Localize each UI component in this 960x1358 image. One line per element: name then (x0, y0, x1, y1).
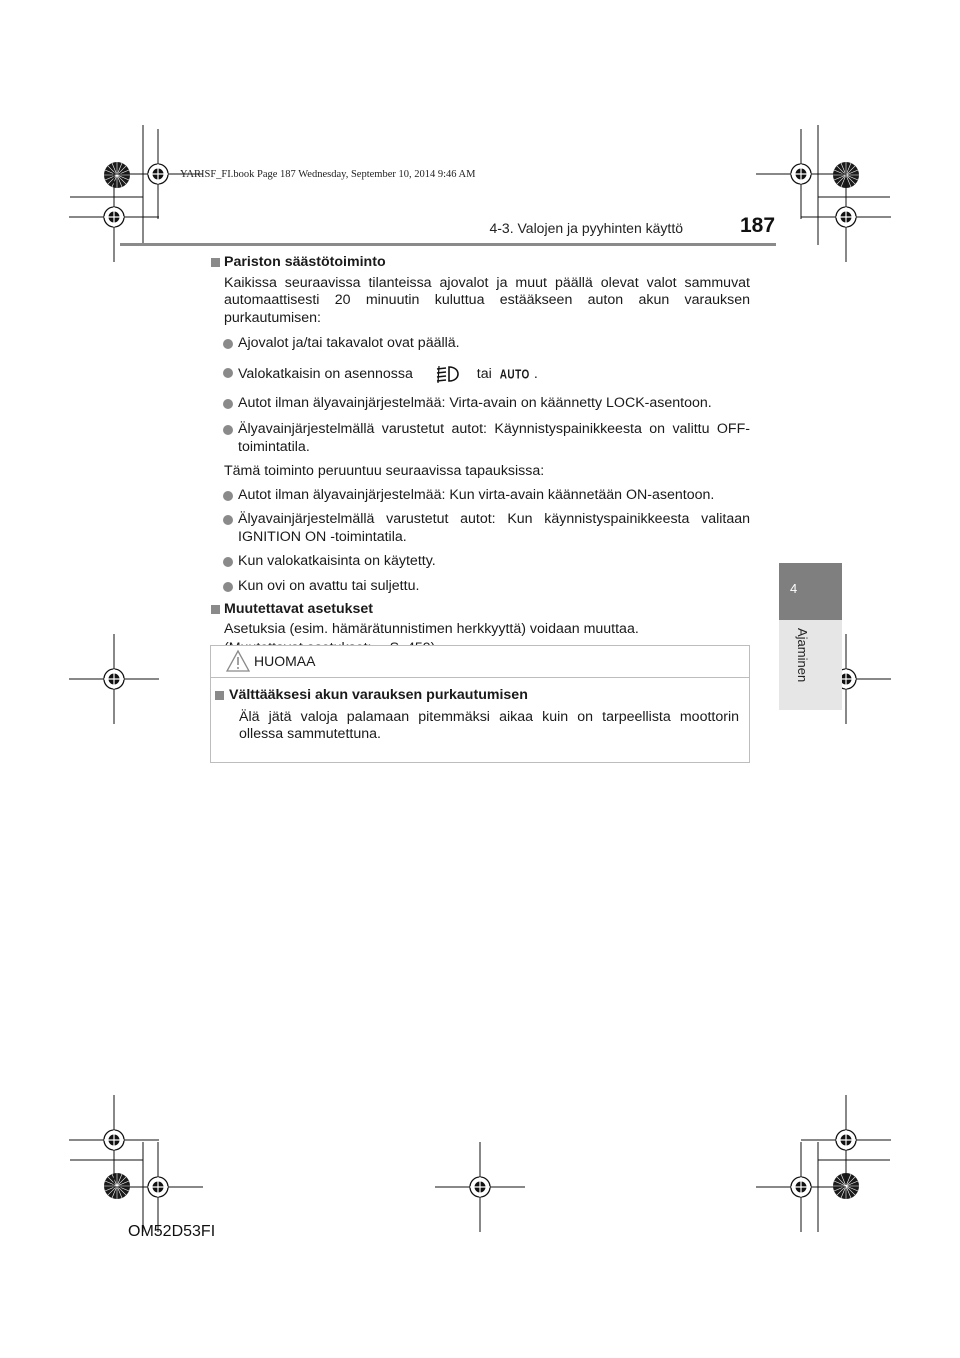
section-heading-settings (210, 601, 750, 619)
bullet-icon (223, 399, 233, 409)
heading-text: Muutettavat asetukset (224, 600, 374, 617)
page-number: 187 (740, 214, 776, 237)
header-rule (120, 243, 776, 246)
main-content (210, 254, 750, 663)
bullet-icon (223, 491, 233, 501)
headlight-icon (427, 364, 467, 384)
notice-heading (211, 687, 749, 705)
list-item-text: Kun valokatkaisinta on käytetty. (238, 553, 436, 570)
list-item (210, 487, 750, 505)
auto-mode-icon: AUTO (499, 368, 530, 383)
chapter-number: 4 (790, 581, 798, 596)
square-bullet-icon (211, 605, 220, 614)
warning-icon (226, 649, 250, 673)
list-item-switch-position (210, 364, 750, 384)
list-item-text: Autot ilman älyavainjärjestelmää: Virta-avain on käännetty LOCK-asentoon. (238, 395, 712, 412)
list-item-text: Älyavainjärjestelmällä varustetut autot: Käynnistyspainikkeesta on valittu OFF-toimintatila. (238, 420, 750, 455)
or-text: tai (476, 365, 492, 382)
bullet-icon (223, 515, 233, 525)
file-stamp: YARISF_FI.book Page 187 Wednesday, September 10, 2014 9:46 AM (180, 169, 476, 180)
bullet-icon (223, 425, 233, 435)
bullet-icon (223, 339, 233, 349)
section-title: 4-3. Valojen ja pyyhinten käyttö (489, 220, 683, 236)
square-bullet-icon (215, 691, 224, 700)
list-item (210, 553, 750, 571)
list-item (210, 511, 750, 546)
bullet-icon (223, 582, 233, 592)
chapter-label: Ajaminen (795, 628, 810, 683)
cancel-intro: Tämä toiminto peruuntuu seuraavissa tapauksissa: (224, 463, 545, 480)
heading-text: Pariston säästötoiminto (224, 254, 386, 270)
bullet-icon (223, 557, 233, 567)
notice-box (210, 645, 750, 763)
list-item-text: Ajovalot ja/tai takavalot ovat päällä. (238, 335, 460, 352)
period-text: . (533, 365, 538, 382)
square-bullet-icon (211, 258, 220, 267)
settings-text: Asetuksia (esim. hämärätunnistimen herkkyyttä) voidaan muuttaa. (224, 621, 639, 638)
notice-header (211, 646, 749, 678)
battery-intro: Kaikissa seuraavissa tilanteissa ajovalot ja muut päällä olevat valot sammuvat automaattisesti 20 minuutin kuluttua estääkseen auton akun varauksen purkautumisen: (224, 274, 750, 326)
chapter-number-tab (779, 563, 842, 620)
section-heading-battery (210, 254, 750, 272)
list-item (210, 395, 750, 413)
document-code: OM52D53FI (128, 1223, 216, 1240)
list-item-text: Valokatkaisin on asennossa (238, 365, 413, 382)
notice-title: HUOMAA (254, 653, 316, 669)
list-item (210, 578, 750, 596)
list-item-text: Autot ilman älyavainjärjestelmää: Kun virta-avain käännetään ON-asentoon. (238, 486, 715, 503)
notice-body (211, 687, 749, 750)
heading-text: Välttääksesi akun varauksen purkautumisen (229, 687, 528, 703)
bullet-icon (223, 368, 233, 378)
list-item (210, 421, 750, 456)
notice-text: Älä jätä valoja palamaan pitemmäksi aikaa kuin on tarpeellista moottorin ollessa sammutettuna. (239, 708, 739, 743)
list-item (210, 335, 750, 353)
chapter-strip (779, 620, 842, 710)
list-item-text: Kun ovi on avattu tai suljettu. (238, 578, 420, 595)
list-item-text: Älyavainjärjestelmällä varustetut autot: Kun käynnistyspainikkeesta valitaan IGNITION ON -toimintatila. (238, 511, 750, 545)
